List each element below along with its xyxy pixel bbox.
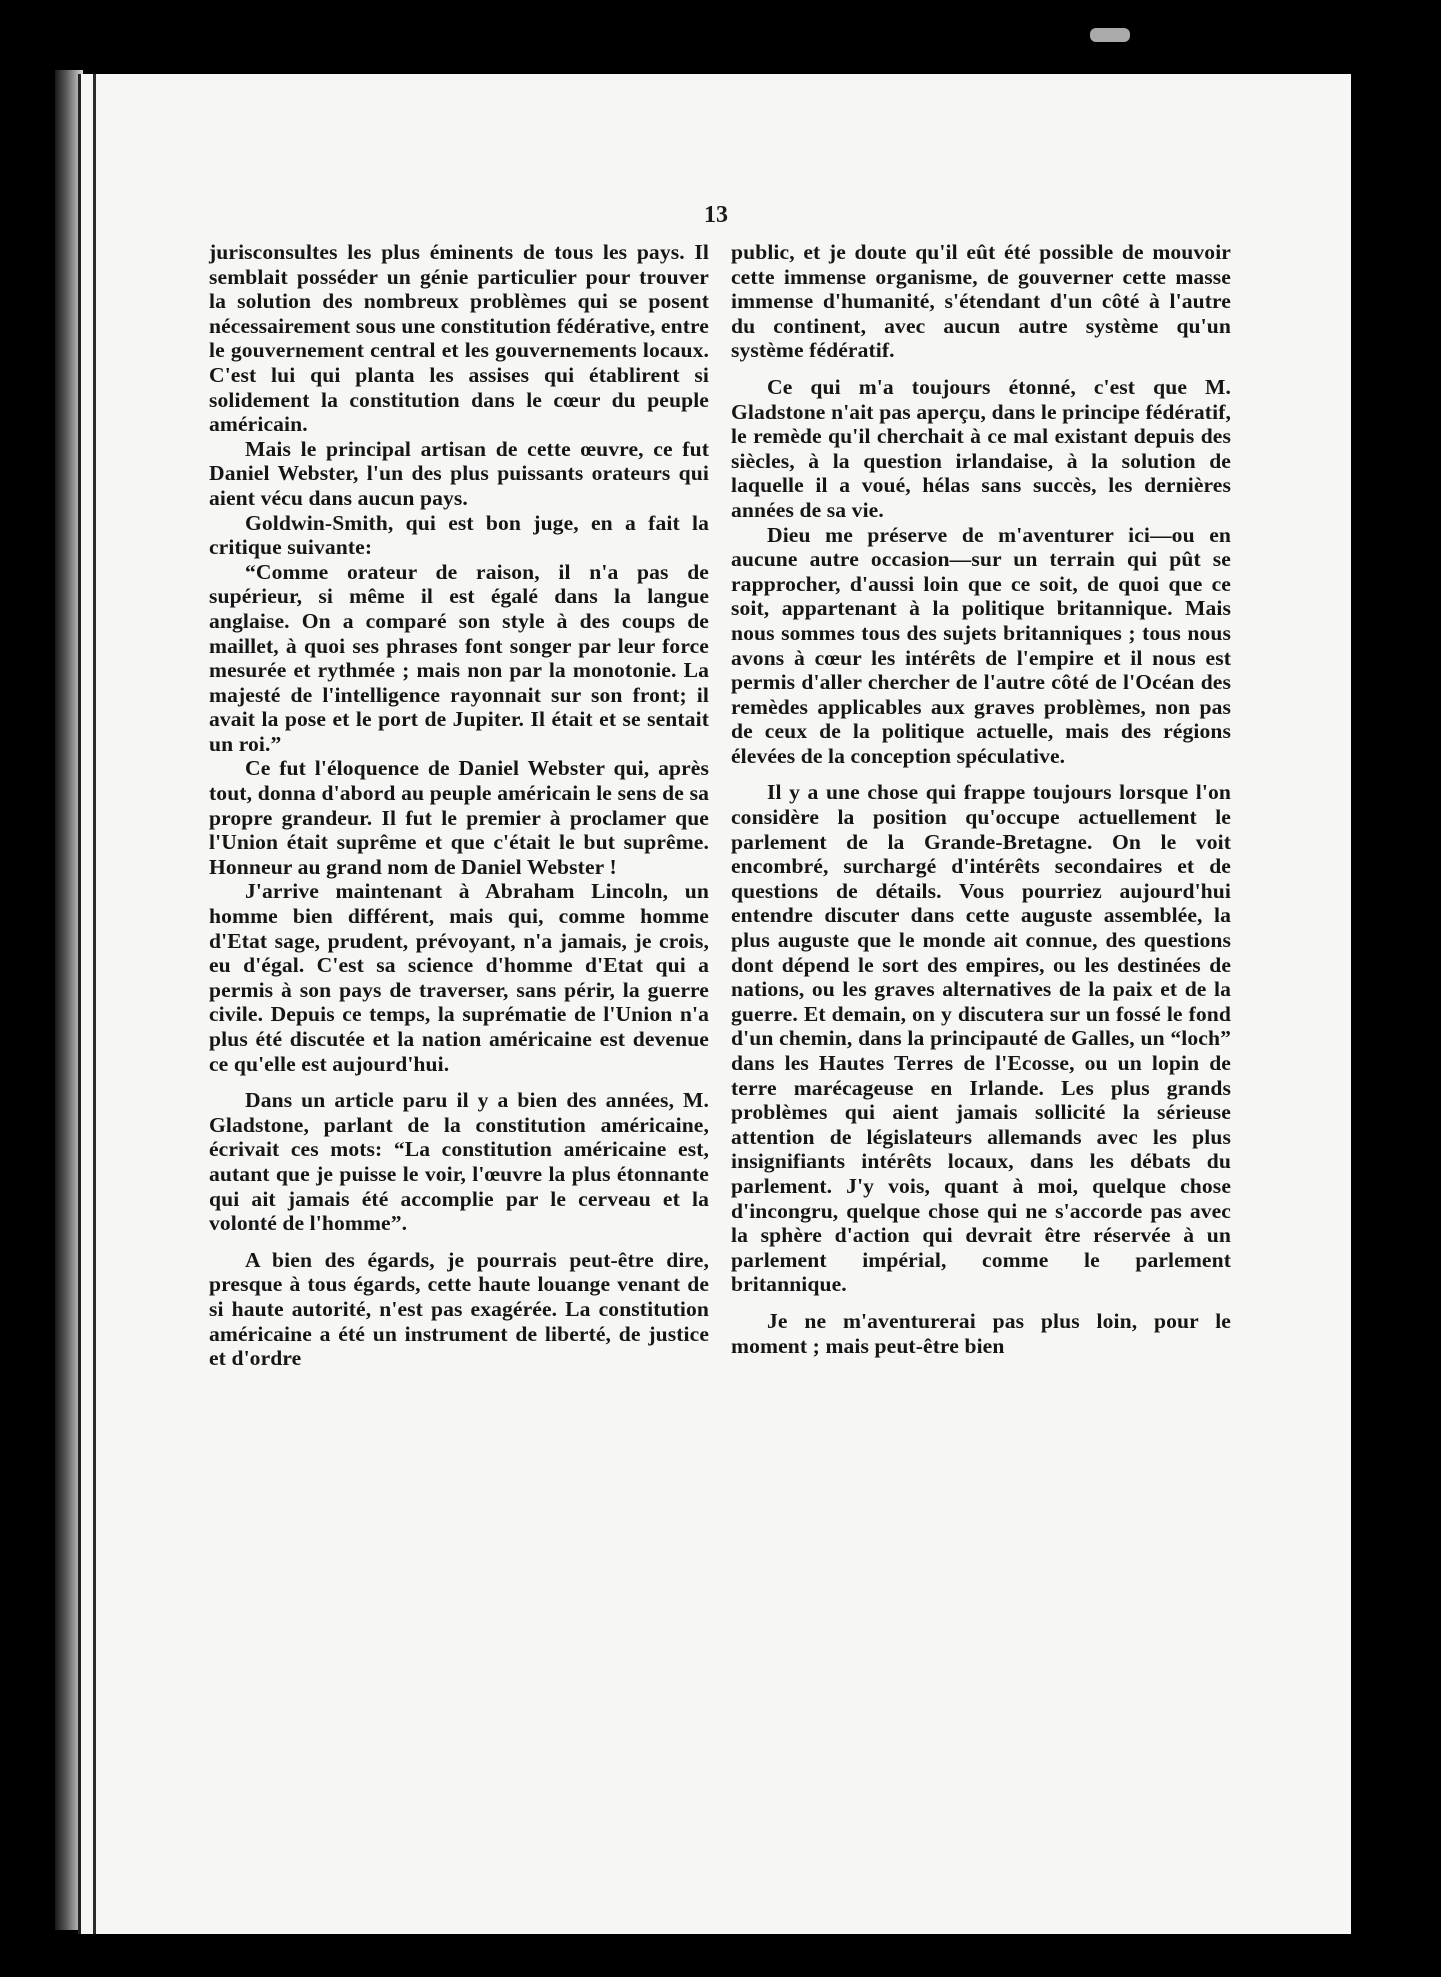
paragraph: Mais le principal artisan de cette œuvre, ce fut Daniel Webster, l'un des plus puissants orateurs qui aient vécu dans aucun pays. — [209, 436, 709, 510]
paragraph: Ce fut l'éloquence de Daniel Webster qui, après tout, donna d'abord au peuple américain le sens de sa propre grandeur. Il fut le premier à proclamer que l'Union était suprême et que c'était le but suprême. Honneur au grand nom de Daniel Webster ! — [209, 756, 709, 879]
document-page — [78, 74, 1351, 1934]
paragraph: “Comme orateur de raison, il n'a pas de supérieur, si même il est égalé dans la langue anglaise. On a comparé son style à des coups de maillet, à quoi ses phrases font songer par leur force mesurée et rythmée ; mais non par la monotonie. La majesté de l'intelligence rayonnait sur son front; il avait la pose et le port de Jupiter. Il était et se sentait un roi.” — [209, 559, 709, 756]
right-column — [731, 240, 1231, 1358]
paragraph: Goldwin-Smith, qui est bon juge, en a fait la critique suivante: — [209, 510, 709, 560]
paragraph: public, et je doute qu'il eût été possible de mouvoir cette immense organisme, de gouverner cette masse immense d'humanité, s'étendant d'un côté à l'autre du continent, avec aucun autre système qu'un système fédératif. — [731, 240, 1231, 363]
paragraph: Dans un article paru il y a bien des années, M. Gladstone, parlant de la constitution américaine, écrivait ces mots: “La constitution américaine est, autant que je puisse le voir, l'œuvre la plus étonnante qui ait jamais été accomplie par le cerveau et la volonté de l'homme”. — [209, 1088, 709, 1236]
paragraph: Dieu me préserve de m'aventurer ici—ou en aucune autre occasion—sur un terrain qui pût se rapprocher, d'aussi loin que ce soit, de quoi que ce soit, appartenant à la politique britannique. Mais nous sommes tous des sujets britanniques ; tous nous avons à cœur les intérêts de l'empire et il nous est permis d'aller chercher de l'autre côté de l'Océan des remèdes applicables aux graves problèmes, non pas de ceux de la politique actuelle, mais des régions élevées de la conception spéculative. — [731, 522, 1231, 768]
binding-line — [93, 74, 96, 1934]
paragraph: J'arrive maintenant à Abraham Lincoln, un homme bien différent, mais qui, comme homme d'Etat sage, prudent, prévoyant, n'a jamais, je crois, eu d'égal. C'est sa science d'homme d'Etat qui a permis à son pays de traverser, sans périr, la guerre civile. Depuis ce temps, la suprématie de l'Union n'a plus été discutée et la nation américaine est devenue ce qu'elle est aujourd'hui. — [209, 879, 709, 1076]
paragraph: Je ne m'aventurerai pas plus loin, pour le moment ; mais peut-être bien — [731, 1308, 1231, 1358]
paragraph: Il y a une chose qui frappe toujours lorsque l'on considère la position qu'occupe actuellement le parlement de la Grande-Bretagne. On le voit encombré, surchargé d'intérêts secondaires et de questions de détails. Vous pourriez aujourd'hui entendre discuter dans cette auguste assemblée, la plus auguste que le monde ait connue, des questions dont dépend le sort des empires, ou les destinées de nations, ou les graves alternatives de la paix et de la guerre. Et demain, on y discutera sur un fossé le fond d'un chemin, dans la principauté de Galles, un “loch” dans les Hautes Terres de l'Ecosse, ou un lopin de terre marécageuse en Irlande. Les plus grands problèmes qui aient jamais sollicité la sérieuse attention de législateurs allemands avec les plus insignifiants intérêts locaux, dans les débats du parlement. J'y vois, quant à moi, quelque chose d'incongru, quelque chose qui ne s'accorde pas avec la sphère d'action qui devrait être réservée à un parlement impérial, comme le parlement britannique. — [731, 780, 1231, 1297]
left-column — [209, 240, 709, 1371]
paragraph: jurisconsultes les plus éminents de tous les pays. Il semblait posséder un génie particulier pour trouver la solution des nombreux problèmes qui se posent nécessairement sous une constitution fédérative, entre le gouvernement central et les gouvernements locaux. C'est lui qui planta les assises qui établirent si solidement la constitution dans le cœur du peuple américain. — [209, 240, 709, 437]
paragraph: Ce qui m'a toujours étonné, c'est que M. Gladstone n'ait pas aperçu, dans le principe fédératif, le remède qu'il cherchait à ce mal existant depuis des siècles, à la question irlandaise, à la solution de laquelle il a voué, hélas sans succès, les dernières années de sa vie. — [731, 374, 1231, 522]
scan-artifact — [1090, 28, 1130, 42]
page-number: 13 — [704, 202, 728, 228]
paragraph: A bien des égards, je pourrais peut-être dire, presque à tous égards, cette haute louange venant de si haute autorité, n'est pas exagérée. La constitution américaine a été un instrument de liberté, de justice et d'ordre — [209, 1247, 709, 1371]
